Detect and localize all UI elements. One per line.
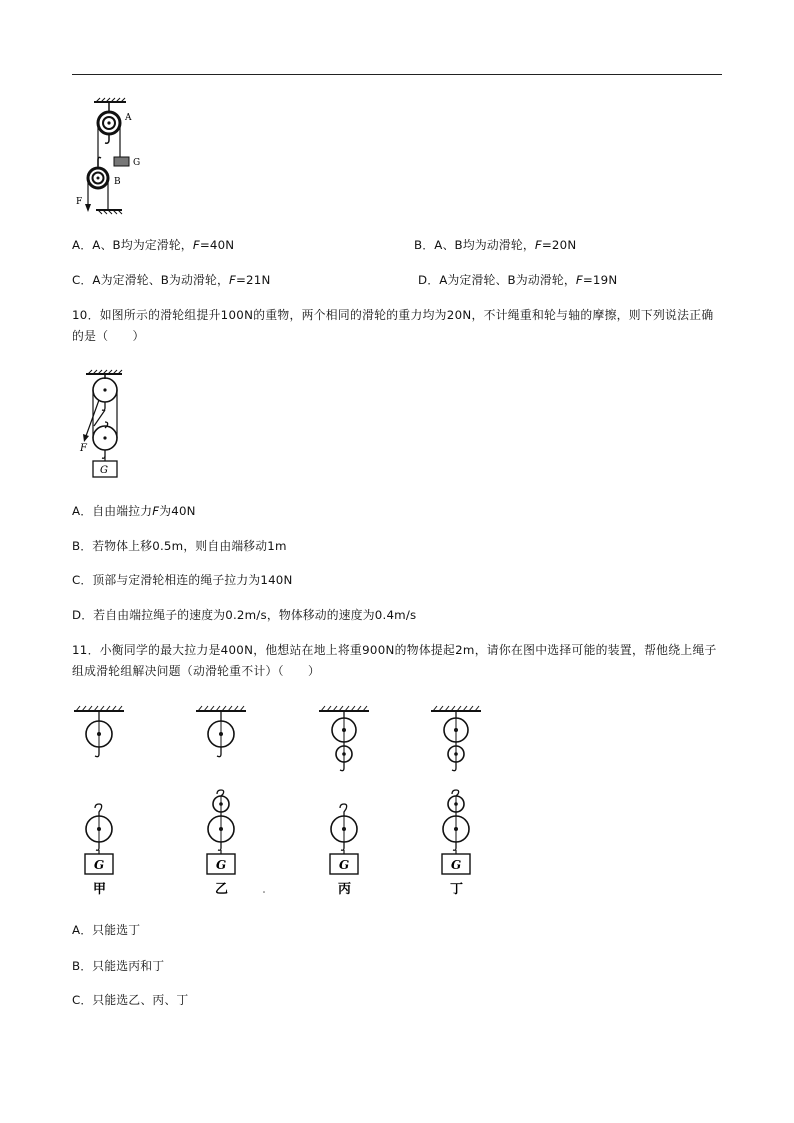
q10-option-b[interactable]: B．若物体上移0.5m，则自由端移动1m — [72, 539, 287, 553]
q11-caption-bing: 丙 — [338, 882, 352, 897]
q11-caption-yi: 乙 — [215, 882, 229, 897]
q9-option-b[interactable]: B．A、B均为动滑轮，F=20N — [414, 238, 577, 252]
q10-label-g: G — [100, 465, 108, 476]
q11-weight-label-yi: G — [216, 858, 227, 872]
q10-pulley-figure — [78, 370, 138, 482]
q9-label-f: F — [76, 197, 83, 207]
q9-option-a[interactable]: A．A、B均为定滑轮，F=40N — [72, 238, 235, 252]
q10-option-d[interactable]: D．若自由端拉绳子的速度为0.2m/s，物体移动的速度为0.4m/s — [72, 608, 417, 622]
header-rule — [72, 74, 722, 75]
q9-label-b: B — [114, 177, 121, 187]
q11-figure-jia — [74, 706, 124, 874]
q11-caption-ding: 丁 — [450, 882, 464, 897]
q9-label-a: A — [125, 113, 132, 123]
q9-label-g: G — [133, 158, 141, 168]
q11-option-b[interactable]: B．只能选丙和丁 — [72, 959, 165, 973]
q11-option-a[interactable]: A．只能选丁 — [72, 923, 141, 937]
q10-option-c[interactable]: C．顶部与定滑轮相连的绳子拉力为140N — [72, 573, 293, 587]
q11-figure-yi — [196, 706, 246, 874]
q11-pulley-figures — [68, 704, 488, 900]
q9-option-c[interactable]: C．A为定滑轮、B为动滑轮，F=21N — [72, 273, 271, 287]
q11-caption-jia: 甲 — [93, 882, 107, 897]
q10-label-f: F — [80, 443, 87, 454]
q11-figure-bing — [319, 706, 369, 874]
q9-pulley-figure — [74, 98, 154, 216]
q11-figure-ding — [431, 706, 481, 874]
q10-stem: 10．如图所示的滑轮组提升100N的重物，两个相同的滑轮的重力均为20N，不计绳重和轮与轴的摩擦，则下列说法正确的是（ ） — [72, 308, 714, 343]
q11-stem: 11．小衡同学的最大拉力是400N，他想站在地上将重900N的物体提起2m，请你在图中选择可能的装置，帮他绕上绳子组成滑轮组解决问题（动滑轮重不计）（ ） — [72, 643, 717, 678]
q9-option-d[interactable]: D．A为定滑轮、B为动滑轮，F=19N — [418, 273, 618, 287]
q10-option-a[interactable]: A．自由端拉力F为40N — [72, 504, 196, 518]
q11-weight-label-jia: G — [94, 858, 105, 872]
q11-weight-label-bing: G — [339, 858, 350, 872]
q11-option-c[interactable]: C．只能选乙、丙、丁 — [72, 993, 189, 1007]
q11-weight-label-ding: G — [451, 858, 462, 872]
